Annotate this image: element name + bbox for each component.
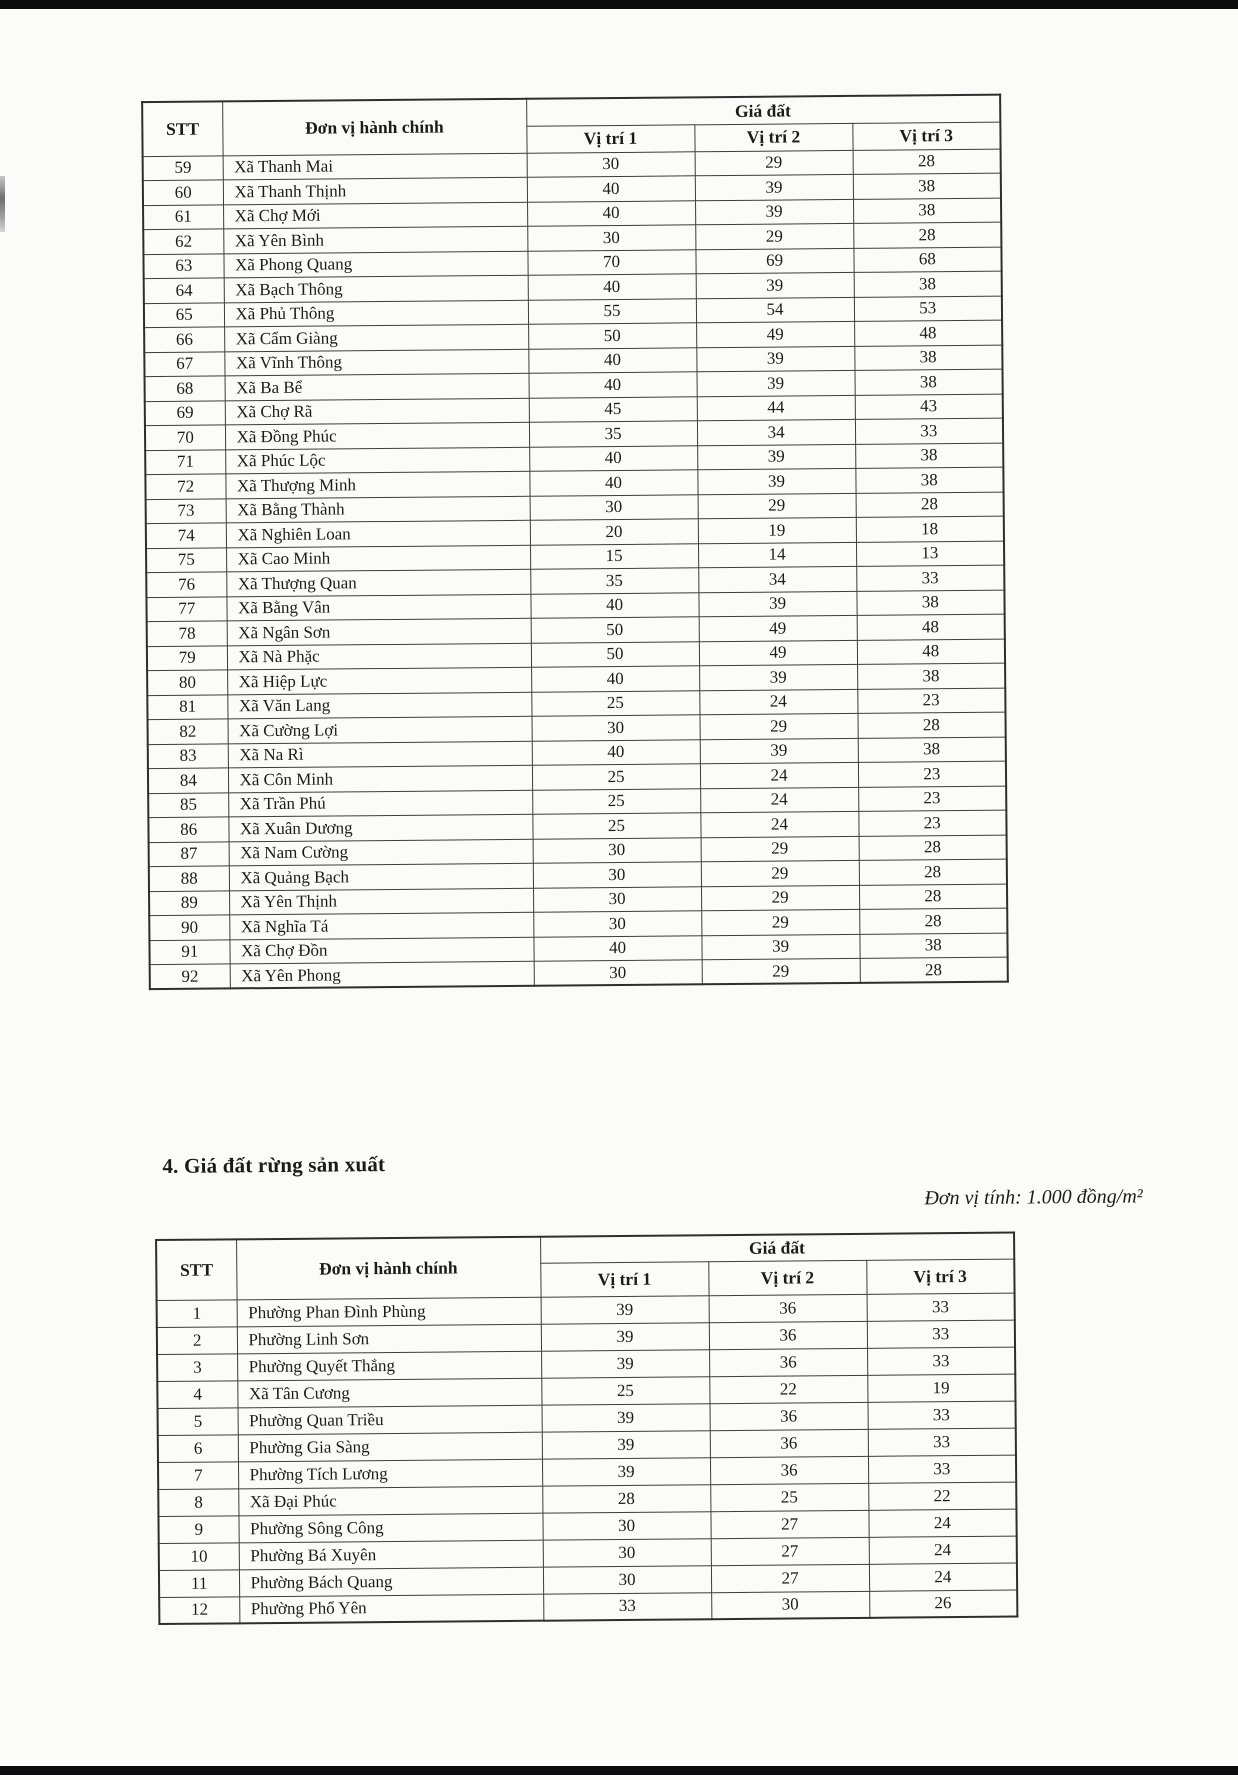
price-pos1: 40 (530, 592, 698, 618)
row-number: 86 (148, 817, 228, 842)
price-pos3: 24 (869, 1563, 1017, 1591)
price-pos3: 38 (853, 173, 1001, 199)
row-number: 66 (144, 327, 224, 352)
price-pos1: 30 (542, 1511, 710, 1539)
price-pos3: 48 (854, 320, 1002, 346)
row-number: 12 (159, 1596, 239, 1624)
price-pos3: 28 (860, 957, 1008, 983)
price-pos3: 68 (853, 247, 1001, 273)
price-pos3: 28 (853, 149, 1001, 175)
price-pos3: 23 (857, 688, 1005, 714)
row-number: 80 (147, 670, 227, 695)
row-number: 73 (146, 498, 226, 523)
row-number: 65 (144, 302, 224, 327)
col-header-price-group: Giá đất (526, 95, 1000, 126)
row-number: 87 (149, 841, 229, 866)
price-pos2: 29 (701, 909, 859, 935)
price-pos3: 22 (868, 1482, 1016, 1510)
price-pos3: 13 (856, 541, 1004, 567)
row-number: 89 (149, 890, 229, 915)
table2-header (156, 1233, 1014, 1300)
unit-name: Xã Văn Lang (227, 692, 531, 719)
price-pos1: 28 (542, 1484, 710, 1512)
table1-body (143, 149, 1008, 989)
price-pos1: 30 (543, 1538, 711, 1566)
col-header-stt: STT (142, 101, 222, 156)
unit-name: Xã Yên Thịnh (229, 888, 533, 915)
row-number: 5 (158, 1407, 238, 1435)
unit-name: Xã Xuân Dương (228, 814, 532, 841)
unit-name: Xã Nghiên Loan (226, 520, 530, 547)
price-pos1: 39 (542, 1403, 710, 1431)
price-pos3: 28 (853, 222, 1001, 248)
unit-name: Xã Na Rì (228, 741, 532, 768)
row-number: 85 (148, 792, 228, 817)
price-pos3: 23 (858, 810, 1006, 836)
price-pos1: 39 (541, 1295, 709, 1323)
price-pos2: 39 (696, 346, 854, 372)
price-pos2: 29 (695, 223, 853, 249)
unit-name: Xã Yên Phong (230, 961, 534, 988)
unit-name: Phường Tích Lương (238, 1459, 542, 1489)
price-pos1: 30 (533, 911, 701, 937)
price-pos2: 49 (696, 321, 854, 347)
row-number: 81 (147, 694, 227, 719)
row-number: 62 (143, 229, 223, 254)
price-pos2: 39 (698, 591, 856, 617)
row-number: 70 (145, 425, 225, 450)
price-pos1: 40 (527, 176, 695, 202)
scan-smudge (0, 176, 5, 232)
price-pos1: 50 (531, 641, 699, 667)
price-pos2: 24 (700, 787, 858, 813)
forest-land-price-table (155, 1232, 1018, 1625)
land-price-table-continued (141, 94, 1009, 990)
price-pos2: 39 (695, 174, 853, 200)
price-pos2: 36 (709, 1321, 867, 1349)
price-pos1: 40 (528, 274, 696, 300)
unit-name: Xã Bạch Thông (224, 275, 528, 302)
section-heading: 4. Giá đất rừng sản xuất (162, 1152, 386, 1178)
price-pos1: 35 (529, 421, 697, 447)
price-pos2: 39 (695, 199, 853, 225)
price-pos2: 39 (697, 370, 855, 396)
row-number: 82 (148, 719, 228, 744)
unit-name: Phường Phổ Yên (239, 1594, 543, 1624)
price-pos3: 38 (856, 590, 1004, 616)
price-pos3: 33 (868, 1428, 1016, 1456)
price-pos3: 28 (859, 835, 1007, 861)
price-pos3: 33 (867, 1401, 1015, 1429)
unit-name: Phường Bá Xuyên (239, 1540, 543, 1570)
row-number: 8 (158, 1488, 238, 1516)
unit-name: Xã Phong Quang (223, 251, 527, 278)
price-pos1: 30 (533, 862, 701, 888)
price-pos3: 38 (853, 198, 1001, 224)
price-pos3: 28 (859, 884, 1007, 910)
col-header-unit: Đơn vị hành chính (236, 1237, 541, 1300)
price-pos1: 39 (541, 1322, 709, 1350)
unit-name: Xã Côn Minh (228, 765, 532, 792)
price-pos2: 49 (699, 640, 857, 666)
price-pos2: 34 (698, 566, 856, 592)
price-pos3: 48 (857, 614, 1005, 640)
col-header-pos3: Vị trí 3 (866, 1259, 1014, 1294)
price-pos2: 27 (711, 1537, 869, 1565)
unit-name: Xã Thượng Minh (225, 471, 529, 498)
price-pos2: 34 (697, 419, 855, 445)
unit-name: Phường Linh Sơn (237, 1324, 541, 1354)
price-pos1: 39 (541, 1349, 709, 1377)
price-pos1: 33 (543, 1592, 711, 1620)
price-pos1: 50 (528, 323, 696, 349)
unit-name: Xã Nà Phặc (227, 643, 531, 670)
price-pos3: 33 (868, 1455, 1016, 1483)
price-pos2: 36 (710, 1429, 868, 1457)
price-pos1: 40 (529, 372, 697, 398)
price-pos3: 38 (857, 663, 1005, 689)
price-pos1: 35 (530, 568, 698, 594)
price-pos2: 44 (697, 395, 855, 421)
price-pos3: 24 (868, 1509, 1016, 1537)
row-number: 78 (147, 621, 227, 646)
unit-name: Xã Hiệp Lực (227, 667, 531, 694)
unit-name: Xã Chợ Đồn (229, 937, 533, 964)
col-header-pos3: Vị trí 3 (852, 122, 1000, 150)
price-pos3: 38 (854, 369, 1002, 395)
price-pos3: 24 (869, 1536, 1017, 1564)
row-number: 76 (146, 572, 226, 597)
price-pos2: 30 (711, 1591, 869, 1619)
price-pos1: 50 (531, 617, 699, 643)
col-header-stt: STT (156, 1239, 237, 1300)
unit-name: Phường Phan Đình Phùng (237, 1297, 541, 1327)
col-header-pos1: Vị trí 1 (526, 124, 694, 152)
unit-name: Xã Bằng Vân (226, 594, 530, 621)
price-pos2: 29 (702, 958, 860, 984)
row-number: 79 (147, 645, 227, 670)
price-pos2: 36 (709, 1348, 867, 1376)
price-pos2: 36 (710, 1456, 868, 1484)
row-number: 4 (157, 1380, 237, 1408)
price-pos2: 29 (698, 493, 856, 519)
price-pos1: 39 (542, 1457, 710, 1485)
price-pos3: 43 (855, 394, 1003, 420)
price-pos3: 28 (859, 859, 1007, 885)
price-pos2: 39 (699, 664, 857, 690)
price-pos3: 28 (859, 908, 1007, 934)
unit-name: Xã Quảng Bạch (229, 863, 533, 890)
row-number: 61 (143, 204, 223, 229)
price-pos1: 30 (533, 886, 701, 912)
row-number: 6 (158, 1434, 238, 1462)
price-pos2: 69 (695, 248, 853, 274)
unit-name: Xã Thượng Quan (226, 569, 530, 596)
unit-name: Xã Ba Bể (225, 373, 529, 400)
price-pos1: 25 (541, 1376, 709, 1404)
unit-name: Xã Phúc Lộc (225, 447, 529, 474)
price-pos1: 30 (532, 715, 700, 741)
price-pos1: 25 (532, 813, 700, 839)
price-pos1: 40 (533, 935, 701, 961)
unit-name: Xã Bằng Thành (226, 496, 530, 523)
price-pos2: 24 (700, 762, 858, 788)
price-pos1: 70 (527, 249, 695, 275)
unit-name: Xã Ngân Sơn (227, 618, 531, 645)
row-number: 9 (158, 1515, 238, 1543)
price-pos3: 28 (857, 712, 1005, 738)
unit-name: Phường Gia Sàng (238, 1432, 542, 1462)
price-pos2: 29 (699, 713, 857, 739)
row-number: 77 (146, 596, 226, 621)
row-number: 11 (159, 1569, 239, 1597)
price-pos1: 25 (531, 690, 699, 716)
price-pos2: 49 (699, 615, 857, 641)
unit-name: Phường Bách Quang (239, 1567, 543, 1597)
price-pos1: 40 (531, 666, 699, 692)
unit-name: Xã Nghĩa Tá (229, 912, 533, 939)
price-pos2: 39 (696, 272, 854, 298)
price-pos2: 19 (698, 517, 856, 543)
unit-name: Xã Nam Cường (229, 839, 533, 866)
price-pos1: 20 (530, 519, 698, 545)
unit-name: Xã Chợ Rã (225, 398, 529, 425)
unit-name: Xã Trần Phú (228, 790, 532, 817)
row-number: 3 (157, 1353, 237, 1381)
price-pos1: 40 (528, 347, 696, 373)
row-number: 2 (157, 1326, 237, 1354)
price-pos1: 40 (529, 445, 697, 471)
price-pos1: 40 (529, 470, 697, 496)
price-pos2: 39 (697, 444, 855, 470)
price-pos2: 39 (697, 468, 855, 494)
price-pos3: 33 (855, 418, 1003, 444)
row-number: 60 (143, 180, 223, 205)
price-pos3: 33 (867, 1293, 1015, 1321)
price-pos1: 30 (530, 494, 698, 520)
price-pos1: 30 (527, 151, 695, 177)
price-pos1: 45 (529, 396, 697, 422)
unit-name: Xã Thanh Mai (223, 153, 527, 180)
row-number: 69 (145, 400, 225, 425)
row-number: 92 (150, 964, 230, 989)
row-number: 90 (149, 915, 229, 940)
price-pos2: 29 (701, 885, 859, 911)
price-pos3: 33 (867, 1320, 1015, 1348)
unit-name: Xã Phủ Thông (224, 300, 528, 327)
table1-header (142, 95, 1000, 156)
price-pos2: 39 (701, 934, 859, 960)
price-pos3: 38 (859, 933, 1007, 959)
price-pos1: 25 (532, 764, 700, 790)
unit-name: Xã Cẩm Giàng (224, 324, 528, 351)
price-pos3: 33 (867, 1347, 1015, 1375)
row-number: 88 (149, 866, 229, 891)
row-number: 10 (159, 1542, 239, 1570)
price-pos1: 25 (532, 788, 700, 814)
row-number: 64 (144, 278, 224, 303)
unit-name: Xã Thanh Thịnh (223, 177, 527, 204)
price-pos3: 23 (858, 761, 1006, 787)
price-pos2: 25 (710, 1483, 868, 1511)
price-pos3: 18 (856, 516, 1004, 542)
price-pos2: 24 (700, 811, 858, 837)
price-pos3: 53 (854, 296, 1002, 322)
row-number: 74 (146, 523, 226, 548)
price-pos1: 30 (527, 225, 695, 251)
col-header-unit: Đơn vị hành chính (222, 99, 526, 156)
price-pos2: 29 (701, 836, 859, 862)
unit-name: Xã Đại Phúc (238, 1486, 542, 1516)
unit-name: Xã Chợ Mới (223, 202, 527, 229)
price-pos2: 14 (698, 542, 856, 568)
row-number: 83 (148, 743, 228, 768)
price-pos3: 38 (854, 345, 1002, 371)
price-pos2: 22 (709, 1375, 867, 1403)
unit-name: Phường Quan Triều (238, 1405, 542, 1435)
row-number: 75 (146, 547, 226, 572)
row-number: 59 (143, 155, 223, 180)
unit-name: Xã Cường Lợi (228, 716, 532, 743)
row-number: 71 (145, 449, 225, 474)
price-pos3: 48 (857, 639, 1005, 665)
row-number: 1 (157, 1299, 237, 1327)
price-pos2: 27 (710, 1510, 868, 1538)
price-pos1: 55 (528, 298, 696, 324)
price-pos1: 39 (542, 1430, 710, 1458)
price-pos1: 40 (527, 200, 695, 226)
unit-note: Đơn vị tính: 1.000 đồng/m² (924, 1185, 1143, 1210)
price-pos3: 26 (869, 1590, 1017, 1618)
col-header-pos1: Vị trí 1 (540, 1261, 708, 1296)
price-pos2: 24 (699, 689, 857, 715)
row-number: 91 (149, 939, 229, 964)
price-pos3: 38 (855, 467, 1003, 493)
scan-edge-top (0, 0, 1238, 9)
price-pos2: 54 (696, 297, 854, 323)
col-header-pos2: Vị trí 2 (694, 123, 852, 151)
unit-name: Xã Tân Cương (237, 1378, 541, 1408)
row-number: 72 (145, 474, 225, 499)
row-number: 84 (148, 768, 228, 793)
price-pos1: 30 (533, 837, 701, 863)
price-pos3: 23 (858, 786, 1006, 812)
price-pos3: 38 (855, 443, 1003, 469)
price-pos3: 33 (856, 565, 1004, 591)
price-pos1: 15 (530, 543, 698, 569)
price-pos1: 30 (543, 1565, 711, 1593)
row-number: 63 (143, 253, 223, 278)
price-pos2: 36 (709, 1294, 867, 1322)
price-pos1: 40 (532, 739, 700, 765)
unit-name: Xã Đồng Phúc (225, 422, 529, 449)
scan-edge-bottom (0, 1766, 1238, 1775)
unit-name: Xã Yên Bình (223, 226, 527, 253)
row-number: 67 (144, 351, 224, 376)
price-pos2: 36 (710, 1402, 868, 1430)
price-pos2: 29 (701, 860, 859, 886)
unit-name: Xã Vĩnh Thông (224, 349, 528, 376)
table2-body (157, 1293, 1018, 1624)
price-pos3: 38 (854, 271, 1002, 297)
price-pos2: 29 (695, 150, 853, 176)
price-pos3: 19 (867, 1374, 1015, 1402)
col-header-pos2: Vị trí 2 (708, 1260, 866, 1295)
price-pos3: 38 (858, 737, 1006, 763)
unit-name: Phường Quyết Thắng (237, 1351, 541, 1381)
col-header-price-group: Giá đất (540, 1233, 1014, 1263)
price-pos2: 27 (711, 1564, 869, 1592)
unit-name: Phường Sông Công (238, 1513, 542, 1543)
row-number: 68 (145, 376, 225, 401)
row-number: 7 (158, 1461, 238, 1489)
price-pos1: 30 (534, 960, 702, 986)
price-pos2: 39 (700, 738, 858, 764)
unit-name: Xã Cao Minh (226, 545, 530, 572)
price-pos3: 28 (856, 492, 1004, 518)
